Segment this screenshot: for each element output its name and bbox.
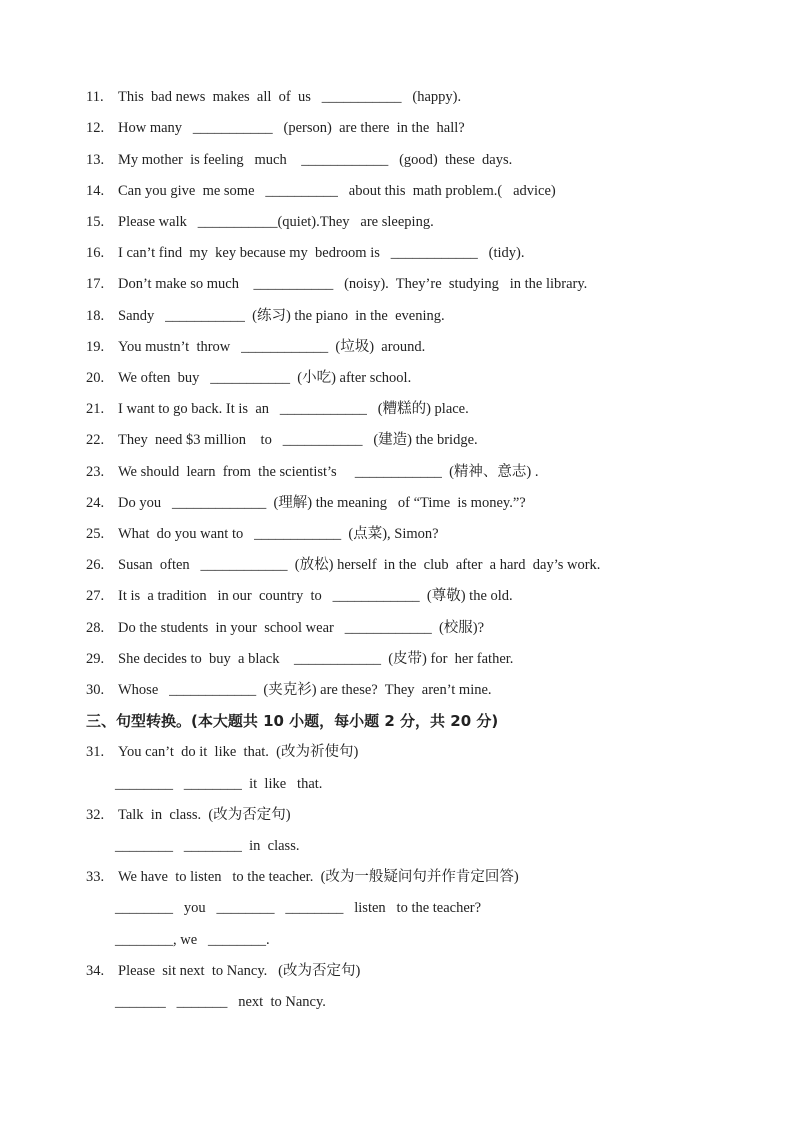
question-29 — [86, 649, 513, 669]
question-number: 25. — [86, 526, 105, 542]
question-text: Please sit next to Nancy. (改为否定句) — [118, 963, 361, 979]
question-text: We often buy ___________ (小吃) after school. — [118, 370, 412, 386]
question-text: You mustn’t throw ____________ (垃圾) around. — [118, 339, 426, 355]
question-number: 16. — [86, 245, 105, 261]
question-text: Don’t make so much ___________ (noisy). They’re studying in the library. — [118, 276, 588, 292]
question-number: 13. — [86, 152, 105, 168]
section-heading: 三、句型转换。(本大题共 10 小题，每小题 2 分，共 20 分) — [86, 712, 499, 730]
question-34 — [86, 961, 360, 981]
question-number: 11. — [86, 89, 104, 105]
question-21 — [86, 399, 469, 419]
question-number: 23. — [86, 464, 105, 480]
question-12 — [86, 118, 465, 138]
question-text: Talk in class. (改为否定句) — [118, 807, 291, 823]
question-number: 28. — [86, 620, 105, 636]
question-number: 26. — [86, 557, 105, 573]
question-number: 17. — [86, 276, 105, 292]
question-text: We have to listen to the teacher. (改为一般疑问句并作肯定回答) — [118, 869, 519, 885]
question-number: 15. — [86, 214, 105, 230]
question-number: 12. — [86, 120, 105, 136]
question-27 — [86, 586, 513, 606]
question-text: What do you want to ____________ (点菜), Simon? — [118, 526, 439, 542]
question-text: You can’t do it like that. (改为祈使句) — [118, 744, 359, 760]
question-19 — [86, 337, 425, 357]
question-15 — [86, 212, 434, 232]
question-number: 14. — [86, 183, 105, 199]
question-number: 21. — [86, 401, 105, 417]
question-text: This bad news makes all of us ___________ (happy). — [118, 89, 462, 105]
question-number: 18. — [86, 308, 105, 324]
question-number: 31. — [86, 744, 105, 760]
question-text: Can you give me some __________ about this math problem.( advice) — [118, 183, 556, 199]
question-text: My mother is feeling much ____________ (good) these days. — [118, 152, 513, 168]
question-text: She decides to buy a black ____________ (皮带) for her father. — [118, 651, 514, 667]
question-number: 32. — [86, 807, 105, 823]
question-text: How many ___________ (person) are there in the hall? — [118, 120, 465, 136]
question-18 — [86, 306, 445, 326]
question-text: Sandy ___________ (练习) the piano in the evening. — [118, 308, 445, 324]
answer-line: ________ ________ in class. — [115, 838, 300, 854]
question-33 — [86, 867, 519, 887]
question-number: 29. — [86, 651, 105, 667]
question-23 — [86, 462, 539, 482]
question-number: 34. — [86, 963, 105, 979]
question-28 — [86, 618, 484, 638]
question-number: 30. — [86, 682, 105, 698]
question-text: Whose ____________ (夹克衫) are these? They aren’t mine. — [118, 682, 492, 698]
question-number: 27. — [86, 588, 105, 604]
answer-line: ________ ________ it like that. — [115, 776, 323, 792]
question-25 — [86, 524, 439, 544]
question-text: It is a tradition in our country to ____________ (尊敬) the old. — [118, 588, 513, 604]
question-14 — [86, 181, 556, 201]
question-26 — [86, 555, 600, 575]
answer-line: _______ _______ next to Nancy. — [115, 994, 326, 1010]
question-text: Susan often ____________ (放松) herself in the club after a hard day’s work. — [118, 557, 601, 573]
question-text: Please walk ___________(quiet).They are sleeping. — [118, 214, 434, 230]
question-30 — [86, 680, 492, 700]
question-22 — [86, 430, 478, 450]
question-text: Do you _____________ (理解) the meaning of “Time is money.”? — [118, 495, 526, 511]
question-number: 22. — [86, 432, 105, 448]
question-text: I want to go back. It is an ____________ (糟糕的) place. — [118, 401, 469, 417]
question-17 — [86, 274, 587, 294]
question-number: 33. — [86, 869, 105, 885]
question-16 — [86, 243, 524, 263]
question-number: 19. — [86, 339, 105, 355]
question-24 — [86, 493, 526, 513]
question-32 — [86, 805, 291, 825]
answer-line: ________ you ________ ________ listen to the teacher? — [115, 900, 482, 916]
question-text: We should learn from the scientist’s ____________ (精神、意志) . — [118, 464, 539, 480]
question-text: Do the students in your school wear ____________ (校服)? — [118, 620, 485, 636]
question-number: 20. — [86, 370, 105, 386]
question-11 — [86, 87, 461, 107]
question-number: 24. — [86, 495, 105, 511]
answer-line: ________, we ________. — [115, 932, 270, 948]
question-20 — [86, 368, 411, 388]
question-text: They need $3 million to ___________ (建造) the bridge. — [118, 432, 478, 448]
question-text: I can’t find my key because my bedroom is ____________ (tidy). — [118, 245, 525, 261]
question-31 — [86, 742, 358, 762]
question-13 — [86, 150, 512, 170]
